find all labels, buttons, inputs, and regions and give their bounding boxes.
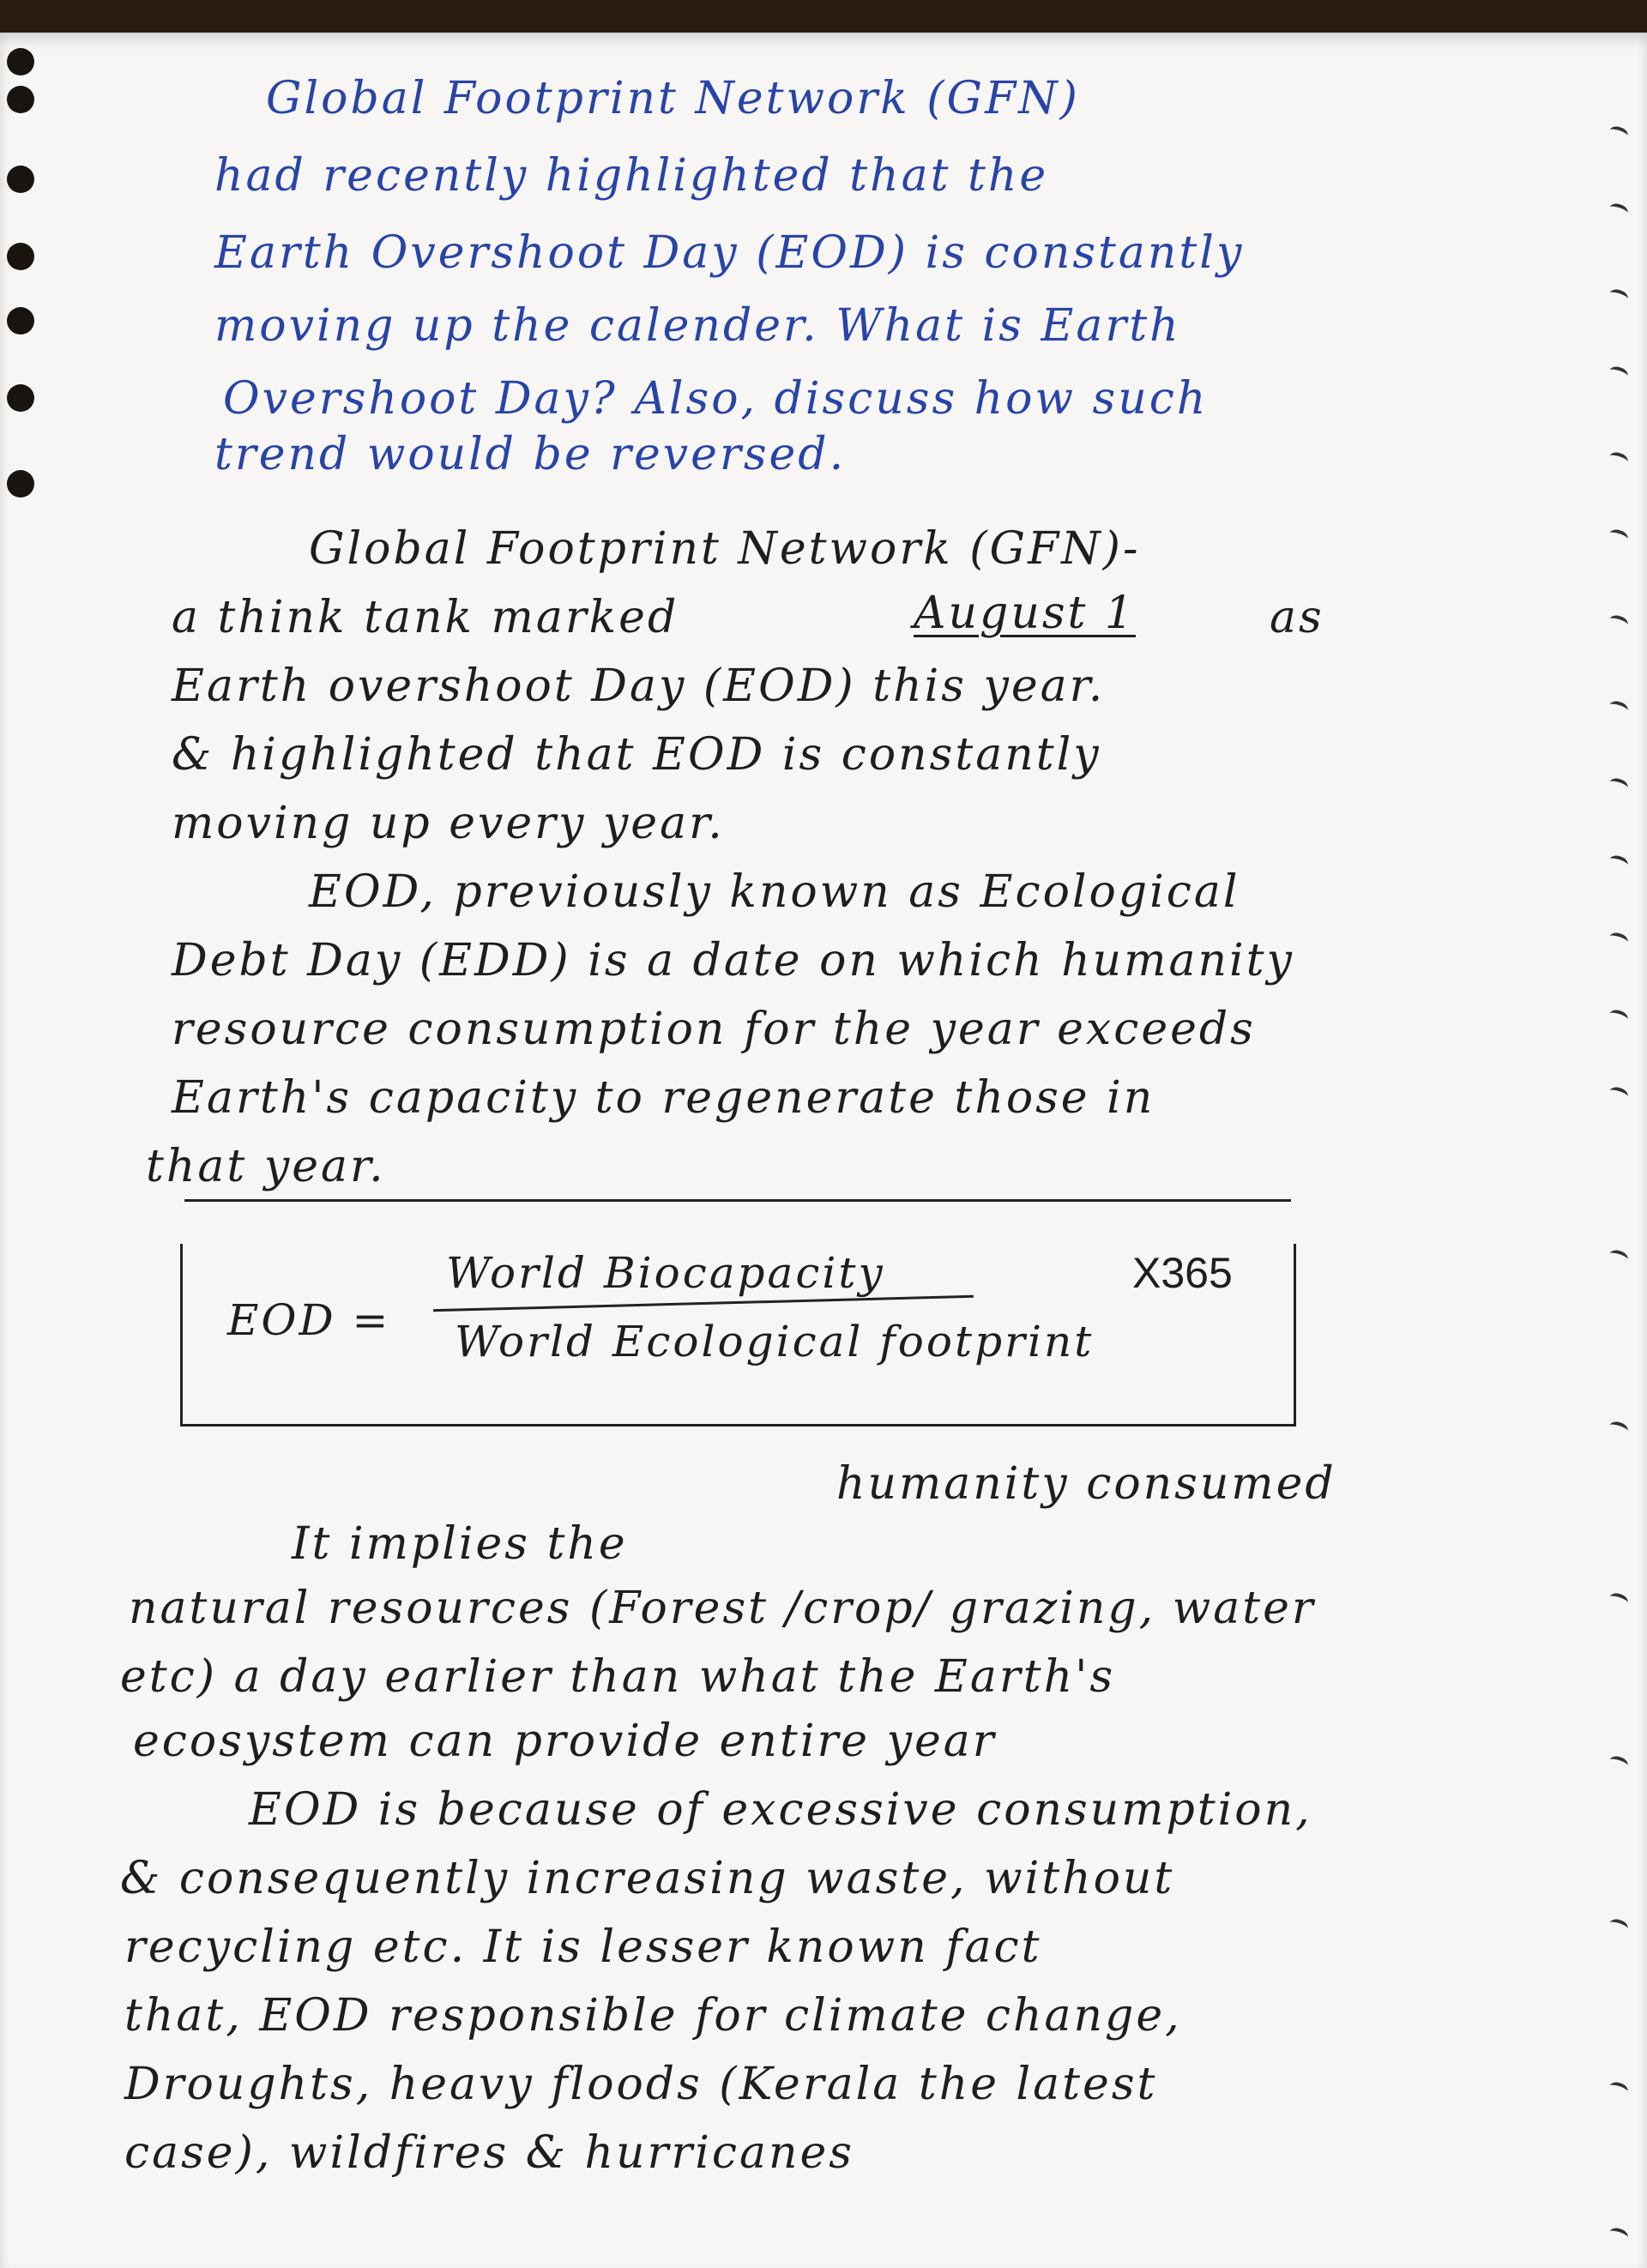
answer-line: resource consumption for the year exceeds	[172, 1004, 1256, 1055]
ring-mark	[1608, 1248, 1629, 1265]
ring-mark	[1608, 1917, 1629, 1934]
answer-line: EOD is because of excessive consumption,	[249, 1784, 1312, 1836]
answer-line: Debt Day (EDD) is a date on which humanity	[172, 935, 1294, 986]
binder-hole	[7, 48, 34, 75]
formula-multiplier: X365	[1132, 1249, 1233, 1297]
answer-line: moving up every year.	[172, 798, 725, 849]
binder-hole	[7, 384, 34, 412]
ring-mark	[1608, 1591, 1629, 1608]
formula-numerator: World Biocapacity	[446, 1248, 885, 1298]
binder-hole	[7, 470, 34, 498]
formula-denominator: World Ecological footprint	[455, 1317, 1095, 1366]
ring-mark	[1608, 450, 1629, 467]
ring-mark	[1608, 2080, 1629, 2097]
answer-line: Global Footprint Network (GFN)-	[309, 523, 1141, 575]
highlighted-date: August 1	[914, 588, 1137, 639]
answer-line: as	[1270, 592, 1324, 643]
answer-line: case), wildfires & hurricanes	[124, 2127, 854, 2179]
ring-mark	[1608, 528, 1629, 545]
answer-line: Droughts, heavy floods (Kerala the latest	[124, 2059, 1158, 2110]
question-line: had recently highlighted that the	[214, 150, 1049, 202]
ring-mark	[1608, 1754, 1629, 1771]
ring-mark	[1608, 854, 1629, 871]
ring-mark	[1608, 1008, 1629, 1025]
ring-mark	[1608, 699, 1629, 716]
ring-mark	[1608, 365, 1629, 382]
ring-mark	[1608, 931, 1629, 948]
formula-lhs: EOD =	[227, 1295, 391, 1345]
answer-line: natural resources (Forest /crop/ grazing, water	[129, 1583, 1316, 1634]
question-line: Global Footprint Network (GFN)	[266, 73, 1080, 124]
ring-mark	[1608, 613, 1629, 630]
answer-line: that year.	[146, 1141, 386, 1192]
answer-line: recycling etc. It is lesser known fact	[124, 1921, 1042, 1973]
answer-line: humanity consumed	[836, 1458, 1336, 1510]
answer-line: a think tank marked	[172, 592, 679, 643]
answer-line: EOD, previously known as Ecological	[309, 866, 1240, 918]
binder-hole	[7, 166, 34, 193]
binder-hole	[7, 86, 34, 113]
answer-line: that, EOD responsible for climate change,	[124, 1990, 1182, 2042]
question-line: trend would be reversed.	[214, 429, 847, 480]
question-line: Earth Overshoot Day (EOD) is constantly	[214, 227, 1245, 279]
ring-mark	[1608, 2226, 1629, 2243]
binder-hole	[7, 307, 34, 335]
answer-line: It implies the	[292, 1518, 628, 1570]
ring-mark	[1608, 124, 1629, 142]
formula-box-top	[184, 1199, 1291, 1202]
ring-mark	[1608, 776, 1629, 793]
answer-line: & consequently increasing waste, without	[120, 1853, 1175, 1904]
ring-mark	[1608, 1420, 1629, 1437]
ring-mark	[1608, 202, 1629, 219]
answer-line: Earth's capacity to regenerate those in	[172, 1072, 1155, 1124]
answer-line: Earth overshoot Day (EOD) this year.	[172, 660, 1106, 712]
binder-hole	[7, 243, 34, 270]
ring-mark	[1608, 1085, 1629, 1102]
answer-line: etc) a day earlier than what the Earth's	[120, 1651, 1116, 1703]
question-line: moving up the calender. What is Earth	[214, 300, 1181, 352]
answer-line: & highlighted that EOD is constantly	[172, 729, 1101, 781]
ring-mark	[1608, 287, 1629, 305]
answer-line: ecosystem can provide entire year	[133, 1716, 997, 1767]
question-line: Overshoot Day? Also, discuss how such	[223, 373, 1209, 425]
